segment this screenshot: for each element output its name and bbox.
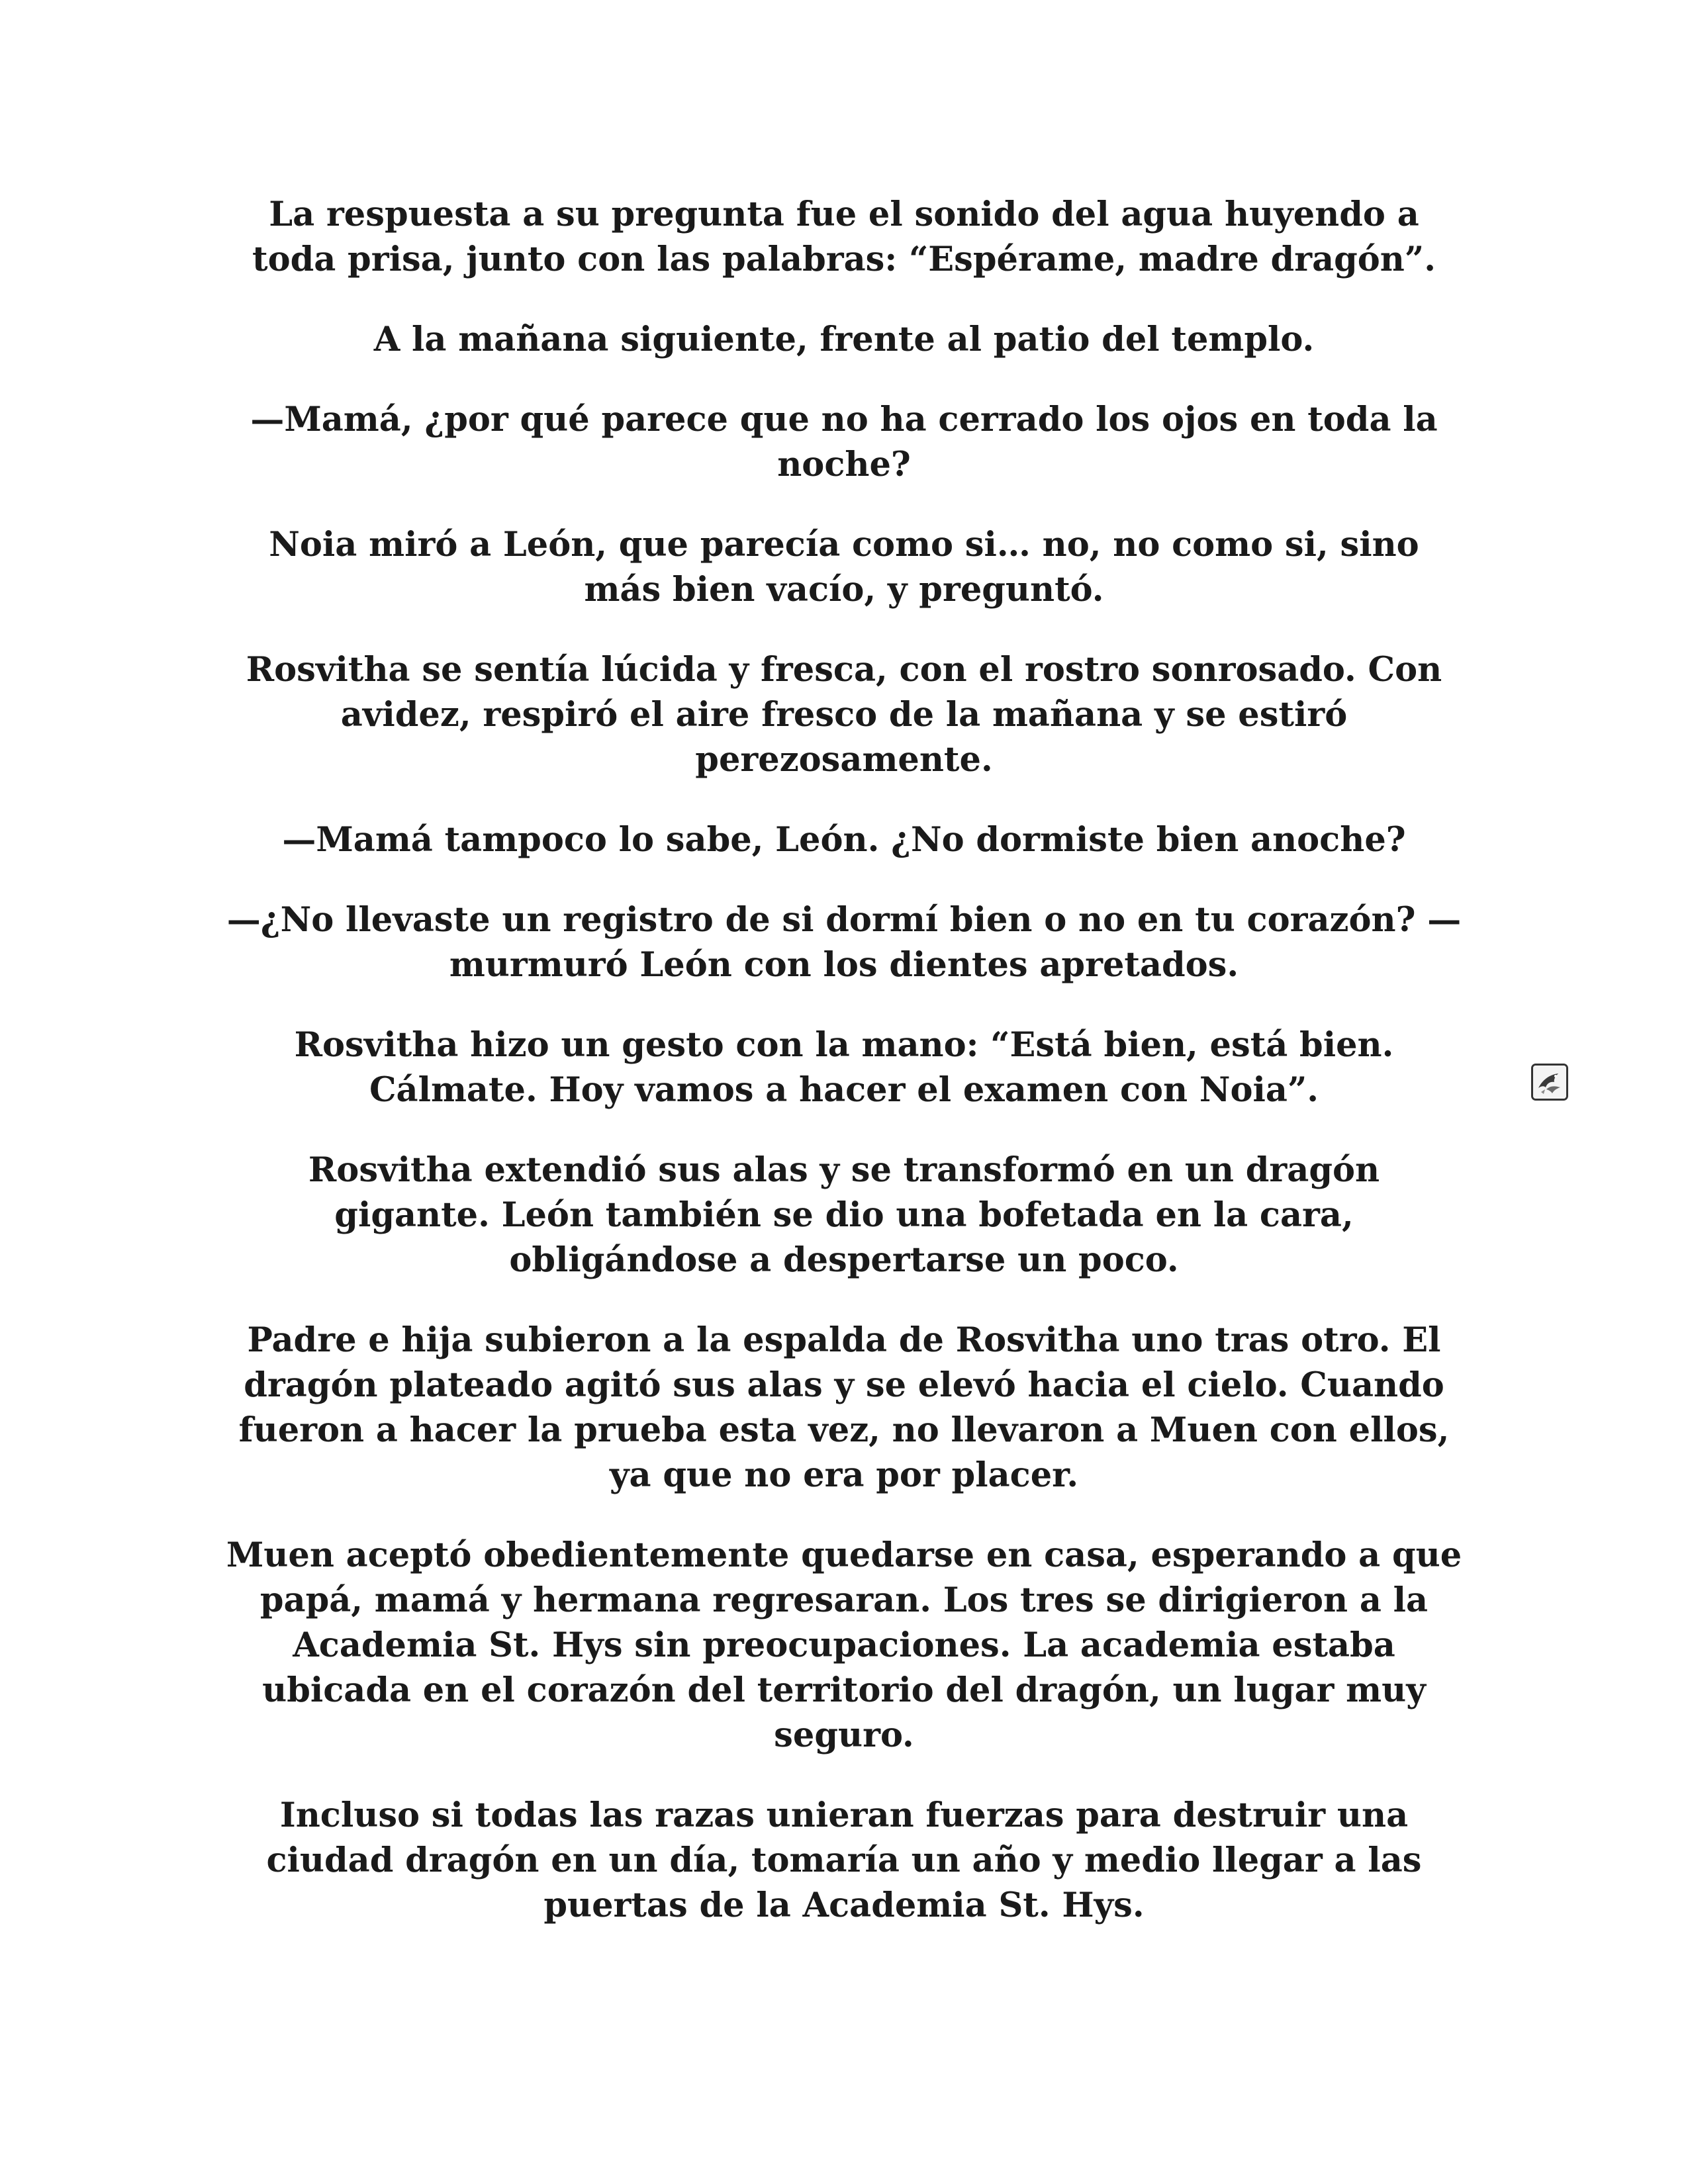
paragraph-5: Rosvitha se sentía lúcida y fresca, con el rostro sonrosado. Con avidez, respiró el aire fresco de la mañana y se estiró perezosamente.: [246, 650, 1442, 780]
paragraph-10: Padre e hija subieron a la espalda de Rosvitha uno tras otro. El dragón plateado agitó sus alas y se elevó hacia el cielo. Cuando fueron a hacer la prueba esta vez, no llevaron a Muen con ellos, ya que no era por placer.: [238, 1320, 1450, 1495]
paragraph-3: —Mamá, ¿por qué parece que no ha cerrado los ojos en toda la noche?: [250, 400, 1438, 484]
paragraph-9: Rosvitha extendió sus alas y se transformó en un dragón gigante. León también se dio una bofetada en la cara, obligándose a despertarse un poco.: [308, 1150, 1380, 1280]
paragraph-6: —Mamá tampoco lo sabe, León. ¿No dormiste bien anoche?: [282, 820, 1406, 860]
document-body: [225, 192, 1463, 1963]
paragraph-1: La respuesta a su pregunta fue el sonido del agua huyendo a toda prisa, junto con las palabras: “Espérame, madre dragón”.: [252, 195, 1436, 279]
paragraph-8: Rosvitha hizo un gesto con la mano: “Está bien, está bien. Cálmate. Hoy vamos a hacer el examen con Noia”.: [294, 1025, 1394, 1110]
paragraph-2: A la mañana siguiente, frente al patio del templo.: [373, 320, 1315, 359]
dragon-emblem-icon: [1531, 1064, 1568, 1101]
paragraph-11: Muen aceptó obedientemente quedarse en casa, esperando a que papá, mamá y hermana regresaran. Los tres se dirigieron a la Academia St. Hys sin preocupaciones. La academia estaba ubicada en el corazón del territorio del dragón, un lugar muy seguro.: [226, 1535, 1462, 1755]
paragraph-7: —¿No llevaste un registro de si dormí bien o no en tu corazón? —murmuró León con los dientes apretados.: [226, 900, 1462, 985]
paragraph-12: Incluso si todas las razas unieran fuerzas para destruir una ciudad dragón en un día, tomaría un año y medio llegar a las puertas de la Academia St. Hys.: [266, 1796, 1422, 1925]
paragraph-4: Noia miró a León, que parecía como si… no, no como si, sino más bien vacío, y preguntó.: [269, 525, 1419, 610]
